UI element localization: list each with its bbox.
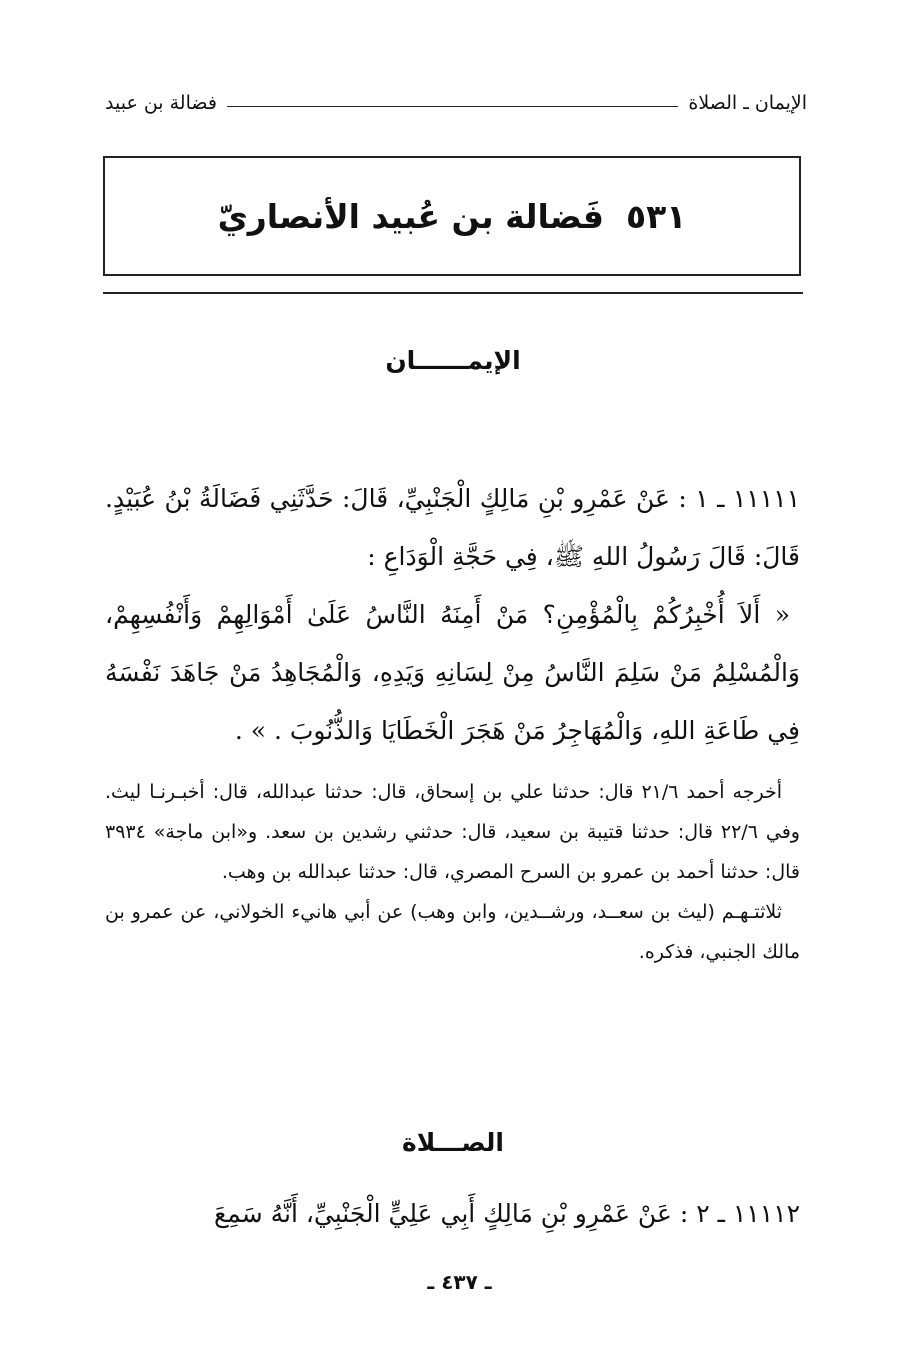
hadith-isnad: ١١١١١ ـ ١ : عَنْ عَمْرِو بْنِ مَالِكٍ الْجَنْبِيِّ، قَالَ: حَدَّثَنِي فَضَالَةُ بْنُ عُبَيْدٍ. قَالَ: قَالَ رَسُولُ اللهِ ﷺ، فِي حَجَّةِ الْوَدَاعِ :: [105, 484, 800, 571]
header-rule: [227, 106, 678, 107]
running-header-name: فضالة بن عبيد: [105, 92, 217, 114]
title-underline: [103, 292, 803, 294]
running-header: [105, 88, 807, 118]
entry-title: فَضالة بن عُبيد الأنصاريّ: [217, 196, 605, 236]
entry-number: ٥٣١: [626, 196, 687, 236]
takhrij-notes: [105, 772, 800, 972]
section-heading-iman: الإيمــــــان: [385, 346, 521, 375]
hadith-11111: [105, 470, 800, 760]
takhrij-paragraph-1: أخرجه أحمد ٢١/٦ قال: حدثنا علي بن إسحاق، قال: حدثنا عبدالله، قال: أخبـرنـا ليث. وفي ٢٢/٦ قال: حدثنا قتيبة بن سعيد، قال: حدثني رشدين بن سعد. و«ابن ماجة» ٣٩٣٤ قال: حدثنا أحمد بن عمرو بن السرح المصري، قال: حدثنا عبدالله بن وهب.: [105, 781, 800, 883]
page-number: ـ ٤٣٧ ـ: [427, 1270, 492, 1294]
running-header-chapter: الإيمان ـ الصلاة: [688, 92, 807, 114]
hadith-matn: « أَلاَ أُخْبِرُكُمْ بِالْمُؤْمِنِ؟ مَنْ أَمِنَهُ النَّاسُ عَلَىٰ أَمْوَالِهِمْ وَأَنْفُسِهِمْ، وَالْمُسْلِمُ مَنْ سَلِمَ النَّاسُ مِنْ لِسَانِهِ وَيَدِهِ، وَالْمُجَاهِدُ مَنْ جَاهَدَ نَفْسَهُ فِي طَاعَةِ اللهِ، وَالْمُهَاجِرُ مَنْ هَجَرَ الْخَطَايَا وَالذُّنُوبَ . » .: [105, 600, 800, 745]
hadith-11112-start: ١١١١٢ ـ ٢ : عَنْ عَمْرِو بْنِ مَالِكٍ أَبِي عَلِيٍّ الْجَنْبِيِّ، أَنَّهُ سَمِعَ: [213, 1199, 800, 1228]
takhrij-paragraph-2: ثلاثتـهـم (ليث بن سعــد، ورشــدين، وابن وهب) عن أبي هانيء الخولاني، عن عمرو بن مالك الجنبي، فذكره.: [105, 901, 800, 963]
title-box: [103, 156, 801, 276]
section-heading-salat: الصـــلاة: [402, 1128, 504, 1157]
